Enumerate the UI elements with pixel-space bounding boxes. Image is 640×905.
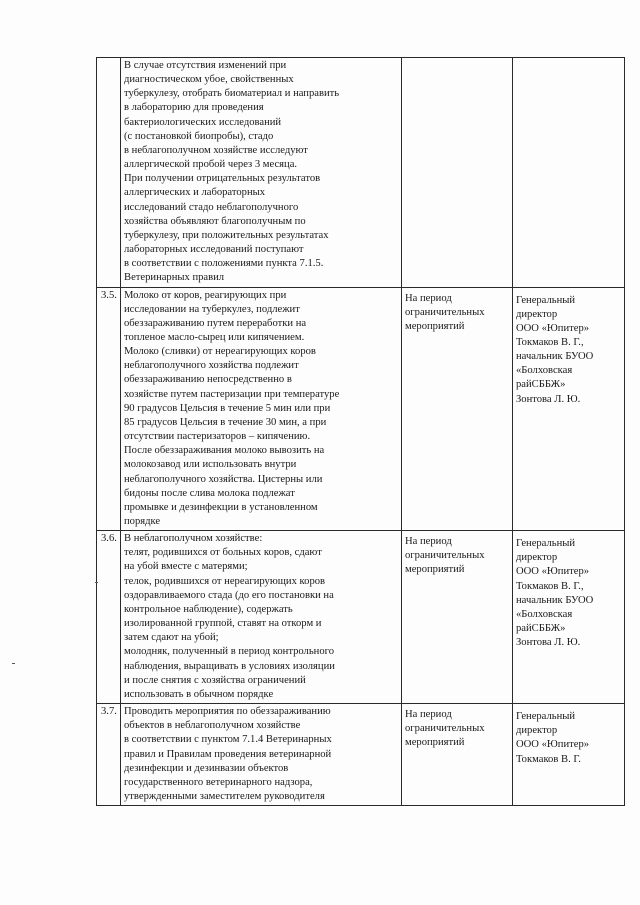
description-line: исследований стадо неблагополучного xyxy=(124,201,299,213)
table-row xyxy=(97,531,625,704)
responsible-line: Генеральный xyxy=(516,294,576,306)
description-line: хозяйства объявляют благополучным по xyxy=(124,215,306,227)
description-line: туберкулезу, отобрать биоматериал и направить xyxy=(124,88,340,100)
responsible-line: райСББЖ» xyxy=(516,379,566,391)
description-line: дезинфекции и дезинвазии объектов xyxy=(124,762,289,774)
responsible-line: начальник БУОО xyxy=(516,594,594,606)
description-line: (с постановкой биопробы), стадо xyxy=(124,130,274,142)
table-row xyxy=(97,287,625,531)
deadline-line: На период xyxy=(405,292,452,304)
deadline-cell xyxy=(402,531,513,704)
row-number: 3.6. xyxy=(97,531,121,704)
deadline-line: На период xyxy=(405,709,452,721)
description-line: в соответствии с положениями пункта 7.1.5. xyxy=(124,258,324,270)
responsible-line: Токмаков В. Г., xyxy=(516,336,584,348)
description-line: неблагополучного хозяйства. Цистерны или xyxy=(124,473,323,485)
responsible-line: директор xyxy=(516,308,558,320)
deadline-line: мероприятий xyxy=(405,564,465,576)
responsible-line: «Болховская xyxy=(516,608,573,620)
deadline-cell xyxy=(402,287,513,531)
table-row xyxy=(97,704,625,806)
row-number xyxy=(97,58,121,288)
description-line: оздоравливаемого стада (до его постановки на xyxy=(124,589,334,601)
responsible-line: райСББЖ» xyxy=(516,623,566,635)
deadline-line: ограничительных xyxy=(405,723,485,735)
description-line: При получении отрицательных результатов xyxy=(124,173,321,185)
responsible-cell xyxy=(513,704,625,806)
description-line: затем сдают на убой; xyxy=(124,632,219,644)
description-line: После обеззараживания молоко вывозить на xyxy=(124,445,325,457)
description-line: контрольное наблюдение), содержать xyxy=(124,603,293,615)
description-line: В случае отсутствия изменений при xyxy=(124,60,287,71)
description-line: в неблагополучном хозяйстве исследуют xyxy=(124,144,308,156)
description-line: лабораторных исследований поступают xyxy=(124,244,304,256)
description-line: промывке и дезинфекции в установленном xyxy=(124,501,318,513)
description-line: неблагополучного хозяйства подлежит xyxy=(124,360,299,372)
measure-description xyxy=(121,704,402,806)
description-line: молокозавод или использовать внутри xyxy=(124,459,297,471)
description-line: исследовании на туберкулез, подлежит xyxy=(124,303,300,315)
description-line: в соответствии с пунктом 7.1.4 Ветеринарных xyxy=(124,734,332,746)
responsible-line: ООО «Юпитер» xyxy=(516,739,590,751)
description-line: молодняк, полученный в период контрольного xyxy=(124,646,334,658)
description-line: бактериологических исследований xyxy=(124,116,282,128)
description-line: Ветеринарных правил xyxy=(124,272,225,284)
responsible-line: начальник БУОО xyxy=(516,351,594,363)
responsible-line: Зонтова Л. Ю. xyxy=(516,393,581,405)
description-line: утвержденными заместителем руководителя xyxy=(124,790,325,802)
responsible-line: Токмаков В. Г. xyxy=(516,753,581,765)
scan-mark xyxy=(12,663,15,664)
description-line: Молоко (сливки) от нереагирующих коров xyxy=(124,346,316,358)
description-line: аллергических и лабораторных xyxy=(124,187,266,199)
description-line: Молоко от коров, реагирующих при xyxy=(124,289,287,301)
description-line: правил и Правилам проведения ветеринарной xyxy=(124,748,332,760)
responsible-cell xyxy=(513,287,625,531)
measure-description xyxy=(121,58,402,288)
description-line: Проводить мероприятия по обеззараживанию xyxy=(124,706,331,718)
description-line: аллергической пробой через 3 месяца. xyxy=(124,159,298,171)
description-line: обеззараживанию непосредственно в xyxy=(124,374,292,386)
responsible-line: Зонтова Л. Ю. xyxy=(516,637,581,649)
description-line: обеззараживанию путем переработки на xyxy=(124,317,307,329)
description-line: порядке xyxy=(124,516,161,527)
deadline-line: На период xyxy=(405,536,452,548)
deadline-line: ограничительных xyxy=(405,550,485,562)
deadline-line: мероприятий xyxy=(405,320,465,332)
description-line: топленое масло-сырец или кипячением. xyxy=(124,331,305,343)
description-line: бидоны после слива молока подлежат xyxy=(124,487,295,499)
responsible-cell xyxy=(513,531,625,704)
description-line: изолированной группой, ставят на откорм и xyxy=(124,618,322,630)
responsible-line: ООО «Юпитер» xyxy=(516,322,590,334)
deadline-line: ограничительных xyxy=(405,306,485,318)
deadline-cell xyxy=(402,704,513,806)
description-line: использовать в обычном порядке xyxy=(124,688,274,700)
description-line: в лабораторию для проведения xyxy=(124,102,264,114)
responsible-line: Токмаков В. Г., xyxy=(516,580,584,592)
scan-mark xyxy=(95,582,98,583)
description-line: на убой вместе с матерями; xyxy=(124,561,248,573)
responsible-line: Генеральный xyxy=(516,711,576,723)
responsible-cell xyxy=(513,58,625,288)
deadline-cell xyxy=(402,58,513,288)
description-line: и после снятия с хозяйства ограничений xyxy=(124,674,306,686)
measure-description xyxy=(121,287,402,531)
row-number: 3.7. xyxy=(97,704,121,806)
deadline-line: мероприятий xyxy=(405,737,465,749)
responsible-line: «Болховская xyxy=(516,365,573,377)
responsible-line: директор xyxy=(516,725,558,737)
measures-table-body xyxy=(97,58,625,806)
responsible-line: Генеральный xyxy=(516,538,576,550)
description-line: государственного ветеринарного надзора, xyxy=(124,776,313,788)
description-line: 85 градусов Цельсия в течение 30 мин, а при xyxy=(124,416,327,428)
description-line: туберкулезу, при положительных результатах xyxy=(124,229,329,241)
description-line: В неблагополучном хозяйстве: xyxy=(124,533,263,545)
description-line: объектов в неблагополучном хозяйстве xyxy=(124,720,301,732)
description-line: 90 градусов Цельсия в течение 5 мин или при xyxy=(124,402,331,414)
row-number: 3.5. xyxy=(97,287,121,531)
description-line: диагностическом убое, свойственных xyxy=(124,74,294,86)
description-line: телок, родившихся от нереагирующих коров xyxy=(124,575,326,587)
table-row xyxy=(97,58,625,288)
description-line: наблюдения, выращивать в условиях изоляции xyxy=(124,660,335,672)
measure-description xyxy=(121,531,402,704)
responsible-line: директор xyxy=(516,552,558,564)
responsible-line: ООО «Юпитер» xyxy=(516,566,590,578)
description-line: телят, родившихся от больных коров, сдают xyxy=(124,547,322,559)
measures-table xyxy=(96,57,625,806)
description-line: отсутствии пастеризаторов – кипячению. xyxy=(124,431,311,443)
description-line: хозяйстве путем пастеризации при температуре xyxy=(124,388,340,400)
